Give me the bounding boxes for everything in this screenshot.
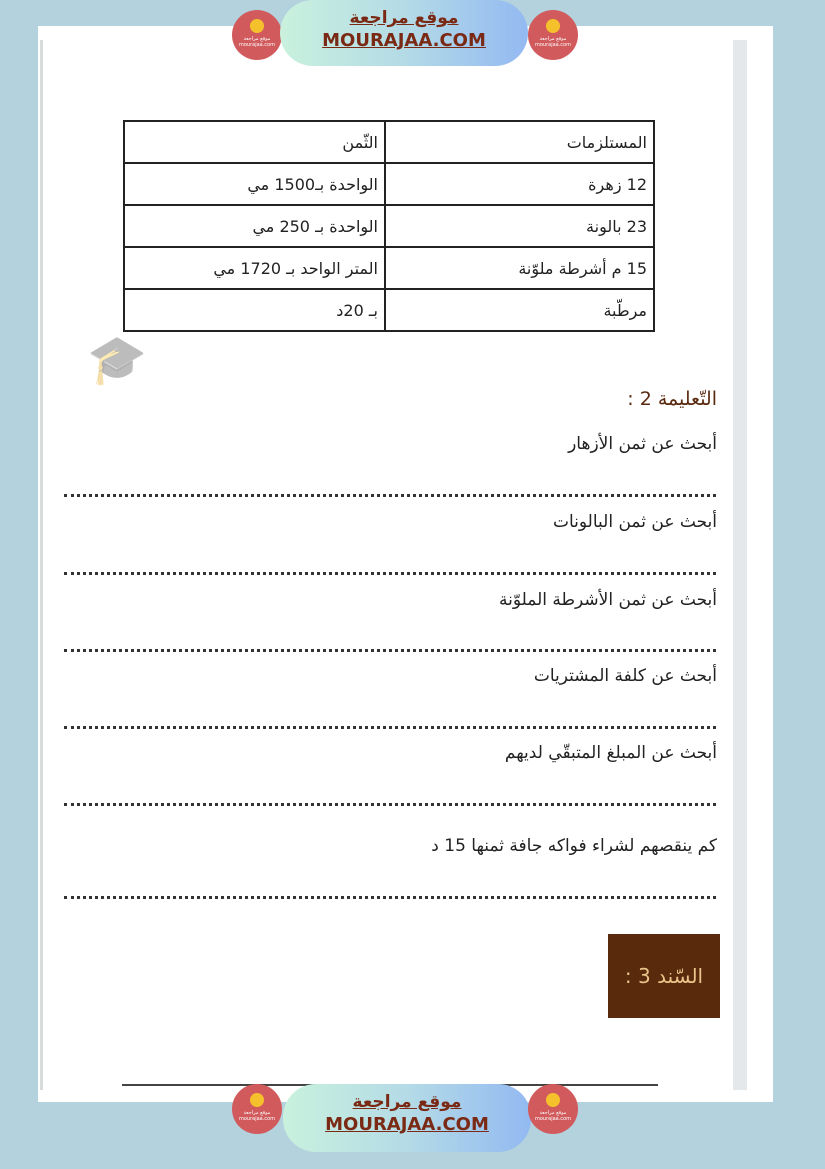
site-badge-right-bottom[interactable] — [528, 1084, 578, 1134]
banner-latin: MOURAJAA.COM — [325, 1114, 489, 1135]
banner-arabic: موقع مراجعة — [352, 1092, 462, 1112]
header-price: الثّمن — [124, 121, 385, 163]
banner-latin: MOURAJAA.COM — [322, 30, 486, 51]
cell-price: الواحدة بـ1500 مي — [124, 163, 385, 205]
najahni-watermark-logo — [62, 320, 172, 500]
site-banner-bottom[interactable] — [283, 1084, 531, 1152]
badge-text: موقع مراجعة mourajaa.com — [534, 36, 571, 48]
cell-price: الواحدة بـ 250 مي — [124, 205, 385, 247]
answer-line[interactable] — [64, 803, 716, 806]
cell-item: 12 زهرة — [385, 163, 654, 205]
site-badge-right[interactable] — [528, 10, 578, 60]
site-badge-left-bottom[interactable] — [232, 1084, 282, 1134]
book-icon — [546, 19, 560, 33]
question: أبحث عن ثمن الأزهار — [568, 434, 717, 454]
answer-line[interactable] — [64, 649, 716, 652]
answer-line[interactable] — [64, 572, 716, 575]
question: أبحث عن المبلغ المتبقّي لديهم — [504, 743, 717, 763]
site-badge-left[interactable] — [232, 10, 282, 60]
header-supplies: المستلزمات — [385, 121, 654, 163]
cell-item: 15 م أشرطة ملوّنة — [385, 247, 654, 289]
badge-text: موقع مراجعة mourajaa.com — [238, 36, 275, 48]
badge-text: موقع مراجعة mourajaa.com — [238, 1110, 275, 1122]
badge-text: موقع مراجعة mourajaa.com — [534, 1110, 571, 1122]
table-row — [124, 163, 654, 205]
page-shadow — [733, 40, 747, 1090]
cell-item: 23 بالونة — [385, 205, 654, 247]
book-icon — [250, 19, 264, 33]
sanad-3-label: السّند 3 : — [608, 934, 720, 1018]
instruction-title: التّعليمة 2 : — [627, 388, 717, 410]
graduation-cap-icon: 🎓 — [87, 332, 147, 388]
site-banner-top[interactable] — [280, 0, 528, 66]
book-icon — [250, 1093, 264, 1107]
table-row — [124, 289, 654, 331]
answer-line[interactable] — [64, 896, 716, 899]
cell-price: المتر الواحد بـ 1720 مي — [124, 247, 385, 289]
answer-line[interactable] — [64, 726, 716, 729]
cell-price: بـ 20د — [124, 289, 385, 331]
question: كم ينقصهم لشراء فواكه جافة ثمنها 15 د — [431, 836, 717, 856]
table-row — [124, 247, 654, 289]
supplies-table — [123, 120, 655, 332]
cell-item: مرطّبة — [385, 289, 654, 331]
question: أبحث عن كلفة المشتريات — [533, 666, 717, 686]
question: أبحث عن ثمن الأشرطة الملوّنة — [499, 590, 717, 610]
question: أبحث عن ثمن البالونات — [552, 512, 717, 532]
book-icon — [546, 1093, 560, 1107]
page-edge — [40, 40, 43, 1090]
table-header-row — [124, 121, 654, 163]
answer-line[interactable] — [64, 494, 716, 497]
banner-arabic: موقع مراجعة — [349, 8, 459, 28]
table-row — [124, 205, 654, 247]
